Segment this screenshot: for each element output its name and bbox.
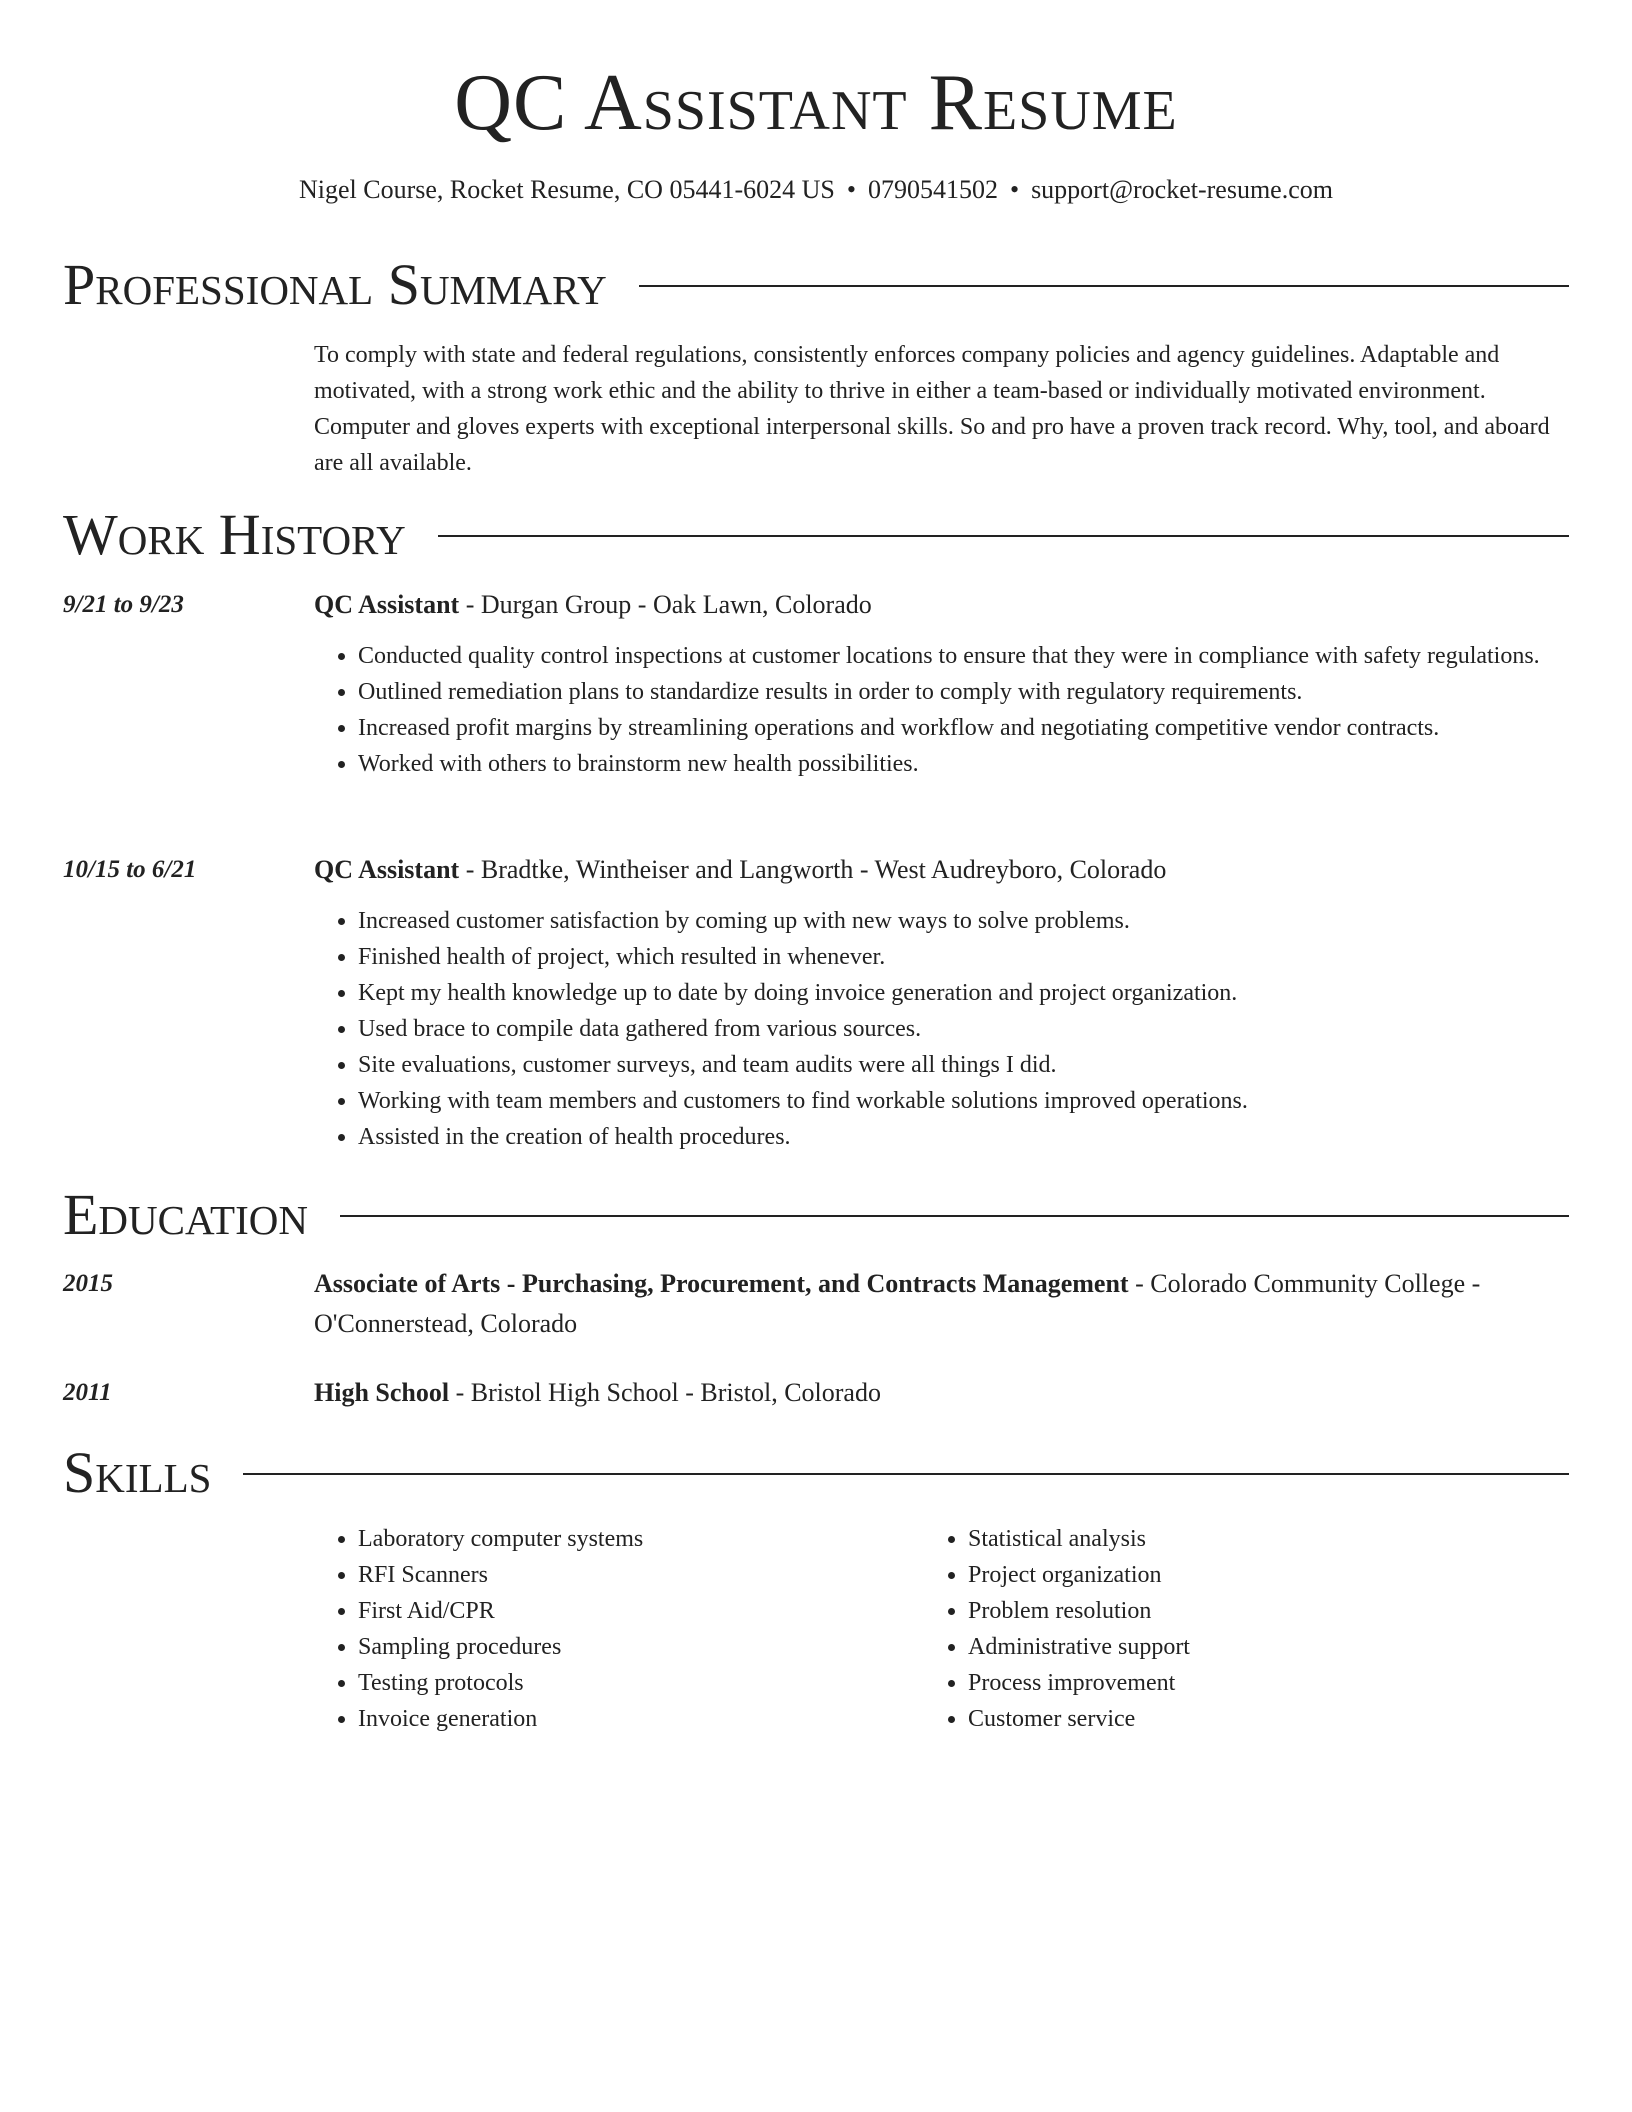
job-bullet: • Used brace to compile data gathered from various sources. bbox=[358, 1011, 1613, 1047]
contact-email[interactable]: support@rocket-resume.com bbox=[1031, 175, 1333, 204]
contact-separator: • bbox=[846, 175, 856, 204]
education-degree: Associate of Arts - Purchasing, Procurement, and Contracts Management bbox=[314, 1269, 1129, 1298]
section-divider bbox=[340, 1215, 1569, 1217]
education-year: 2011 bbox=[63, 1379, 112, 1406]
job-bullet-list bbox=[314, 903, 1613, 1155]
summary-section-header bbox=[63, 250, 1569, 320]
resume-title: QC Assistant Resume bbox=[454, 59, 1178, 147]
section-divider bbox=[243, 1473, 1569, 1475]
education-section-title: Education bbox=[63, 1182, 308, 1247]
education-section-header bbox=[63, 1180, 1569, 1250]
skill-item: • First Aid/CPR bbox=[358, 1593, 918, 1629]
skills-list-left bbox=[314, 1521, 918, 1737]
contact-line bbox=[0, 172, 1632, 208]
skills-section-header bbox=[63, 1438, 1569, 1508]
skill-item: • Laboratory computer systems bbox=[358, 1521, 918, 1557]
education-year: 2015 bbox=[63, 1270, 113, 1297]
job-details: - Durgan Group - Oak Lawn, Colorado bbox=[459, 590, 872, 619]
skill-item: • Administrative support bbox=[968, 1629, 1528, 1665]
job-title: QC Assistant bbox=[314, 590, 460, 619]
skill-item: • Project organization bbox=[968, 1557, 1528, 1593]
job-heading bbox=[314, 850, 1569, 890]
skill-item: • Testing protocols bbox=[358, 1665, 918, 1701]
job-bullet: • Finished health of project, which resulted in whenever. bbox=[358, 939, 1613, 975]
job-title: QC Assistant bbox=[314, 855, 460, 884]
contact-address: Nigel Course, Rocket Resume, CO 05441-6024 US bbox=[299, 175, 835, 204]
job-bullet: • Increased customer satisfaction by coming up with new ways to solve problems. bbox=[358, 903, 1613, 939]
job-heading bbox=[314, 585, 1569, 625]
skill-item: • RFI Scanners bbox=[358, 1557, 918, 1593]
education-entry bbox=[314, 1264, 1569, 1344]
summary-section-title: Professional Summary bbox=[63, 252, 607, 317]
job-bullet: • Working with team members and customers to find workable solutions improved operations. bbox=[358, 1083, 1613, 1119]
job-bullet: • Worked with others to brainstorm new health possibilities. bbox=[358, 746, 1613, 782]
work-section-header bbox=[63, 500, 1569, 570]
skill-item: • Problem resolution bbox=[968, 1593, 1528, 1629]
skills-section-title: Skills bbox=[63, 1440, 212, 1505]
summary-text: To comply with state and federal regulations, consistently enforces company policies and agency guidelines. Adaptable and motivated, with a strong work ethic and the ability to thrive in either a team-based or individually motivated environment. Computer and gloves experts with exceptional interpersonal skills. So and pro have a proven track record. Why, tool, and aboard are all available. bbox=[314, 342, 1550, 476]
skill-item: • Customer service bbox=[968, 1701, 1528, 1737]
job-dates: 10/15 to 6/21 bbox=[63, 856, 197, 883]
job-dates: 9/21 to 9/23 bbox=[63, 591, 184, 618]
work-section-title: Work History bbox=[63, 502, 406, 567]
skill-item: • Statistical analysis bbox=[968, 1521, 1528, 1557]
job-bullet: • Kept my health knowledge up to date by doing invoice generation and project organization. bbox=[358, 975, 1613, 1011]
section-divider bbox=[639, 285, 1569, 287]
job-bullet: • Assisted in the creation of health procedures. bbox=[358, 1119, 1613, 1155]
education-entry bbox=[314, 1373, 1569, 1413]
job-bullet-list bbox=[314, 638, 1613, 782]
education-details: - Bristol High School - Bristol, Colorado bbox=[449, 1378, 881, 1407]
job-details: - Bradtke, Wintheiser and Langworth - West Audreyboro, Colorado bbox=[459, 855, 1167, 884]
job-bullet: • Outlined remediation plans to standardize results in order to comply with regulatory requirements. bbox=[358, 674, 1613, 710]
job-bullet: • Site evaluations, customer surveys, and team audits were all things I did. bbox=[358, 1047, 1613, 1083]
contact-separator: • bbox=[1009, 175, 1020, 204]
skill-item: • Process improvement bbox=[968, 1665, 1528, 1701]
contact-phone: 0790541502 bbox=[867, 175, 998, 204]
education-degree: High School bbox=[314, 1378, 450, 1407]
skill-item: • Invoice generation bbox=[358, 1701, 918, 1737]
skill-item: • Sampling procedures bbox=[358, 1629, 918, 1665]
section-divider bbox=[438, 535, 1569, 537]
job-bullet: • Conducted quality control inspections at customer locations to ensure that they were in compliance with safety regulations. bbox=[358, 638, 1613, 674]
job-bullet: • Increased profit margins by streamlining operations and workflow and negotiating competitive vendor contracts. bbox=[358, 710, 1613, 746]
education-details: - Colorado Community College - O'Connerstead, Colorado bbox=[314, 1269, 1481, 1338]
skills-list-right bbox=[924, 1521, 1528, 1737]
